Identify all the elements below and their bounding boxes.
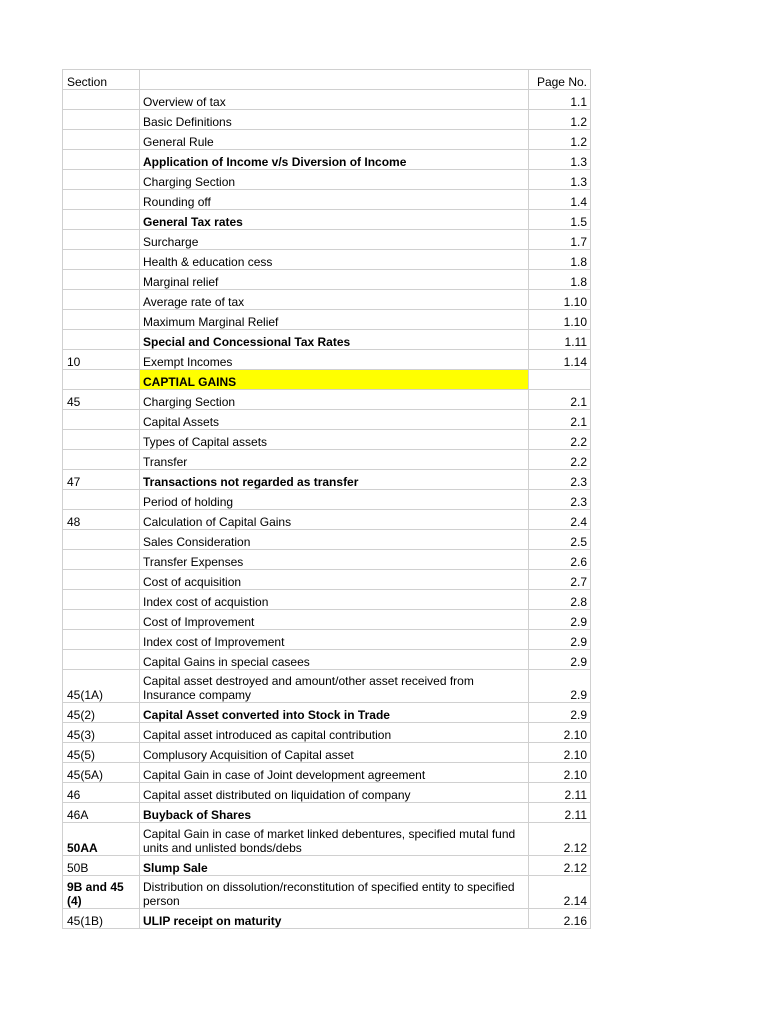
- table-row: [63, 250, 591, 270]
- table-row: [63, 590, 591, 610]
- section-cell: [63, 630, 140, 650]
- page-cell: 2.4: [529, 510, 591, 530]
- section-cell: 9B and 45 (4): [63, 876, 140, 909]
- section-cell: [63, 190, 140, 210]
- section-cell: 45: [63, 390, 140, 410]
- topic-header: [140, 70, 529, 90]
- page-cell: 1.7: [529, 230, 591, 250]
- contents-table: [62, 69, 591, 929]
- topic-cell: Complusory Acquisition of Capital asset: [140, 743, 529, 763]
- page-cell: 2.9: [529, 630, 591, 650]
- header-row: [63, 70, 591, 90]
- section-cell: [63, 230, 140, 250]
- table-row: [63, 90, 591, 110]
- page-cell: 1.4: [529, 190, 591, 210]
- page-cell: 2.3: [529, 470, 591, 490]
- section-cell: [63, 270, 140, 290]
- page-cell: 2.3: [529, 490, 591, 510]
- page-cell: 1.14: [529, 350, 591, 370]
- page-cell: 2.10: [529, 743, 591, 763]
- topic-cell: Cost of acquisition: [140, 570, 529, 590]
- section-cell: [63, 530, 140, 550]
- topic-cell: Maximum Marginal Relief: [140, 310, 529, 330]
- table-row: [63, 330, 591, 350]
- page-cell: 1.8: [529, 250, 591, 270]
- topic-cell: Basic Definitions: [140, 110, 529, 130]
- topic-cell: ULIP receipt on maturity: [140, 909, 529, 929]
- table-row: [63, 150, 591, 170]
- page-cell: 2.11: [529, 803, 591, 823]
- topic-cell: Capital Gain in case of Joint development agreement: [140, 763, 529, 783]
- table-row: [63, 803, 591, 823]
- page-cell: 2.9: [529, 610, 591, 630]
- topic-cell: Capital Asset converted into Stock in Trade: [140, 703, 529, 723]
- topic-cell: Period of holding: [140, 490, 529, 510]
- topic-cell: Rounding off: [140, 190, 529, 210]
- page-cell: 2.1: [529, 390, 591, 410]
- section-cell: [63, 450, 140, 470]
- page-cell: 1.11: [529, 330, 591, 350]
- page-cell: 2.14: [529, 876, 591, 909]
- section-cell: 46: [63, 783, 140, 803]
- section-cell: 48: [63, 510, 140, 530]
- page-cell: 2.12: [529, 856, 591, 876]
- section-cell: [63, 590, 140, 610]
- topic-cell: Capital Gains in special casees: [140, 650, 529, 670]
- page-cell: 1.3: [529, 150, 591, 170]
- table-row: [63, 470, 591, 490]
- topic-cell: Capital asset introduced as capital contribution: [140, 723, 529, 743]
- table-row: [63, 570, 591, 590]
- table-row: [63, 650, 591, 670]
- page-cell: 2.9: [529, 703, 591, 723]
- topic-cell: Slump Sale: [140, 856, 529, 876]
- topic-cell: Index cost of Improvement: [140, 630, 529, 650]
- page-cell: 1.1: [529, 90, 591, 110]
- table-row: [63, 670, 591, 703]
- section-cell: 45(5): [63, 743, 140, 763]
- table-row: [63, 783, 591, 803]
- section-cell: [63, 610, 140, 630]
- section-cell: [63, 290, 140, 310]
- section-cell: [63, 250, 140, 270]
- section-cell: [63, 150, 140, 170]
- topic-cell: Marginal relief: [140, 270, 529, 290]
- page-cell: 1.10: [529, 310, 591, 330]
- section-cell: [63, 170, 140, 190]
- section-cell: [63, 110, 140, 130]
- topic-cell: General Rule: [140, 130, 529, 150]
- section-cell: [63, 130, 140, 150]
- section-cell: [63, 490, 140, 510]
- page-cell: 2.12: [529, 823, 591, 856]
- topic-cell: Calculation of Capital Gains: [140, 510, 529, 530]
- topic-cell: Average rate of tax: [140, 290, 529, 310]
- page-cell: [529, 370, 591, 390]
- topic-cell: Cost of Improvement: [140, 610, 529, 630]
- page-cell: 2.8: [529, 590, 591, 610]
- section-cell: 50AA: [63, 823, 140, 856]
- page-cell: 2.7: [529, 570, 591, 590]
- topic-cell: Exempt Incomes: [140, 350, 529, 370]
- chapter-heading-row: [63, 370, 591, 390]
- topic-cell: Transfer: [140, 450, 529, 470]
- section-cell: [63, 310, 140, 330]
- topic-cell: Special and Concessional Tax Rates: [140, 330, 529, 350]
- topic-cell: Buyback of Shares: [140, 803, 529, 823]
- page-cell: 2.1: [529, 410, 591, 430]
- page-cell: 1.2: [529, 110, 591, 130]
- section-cell: 47: [63, 470, 140, 490]
- table-row: [63, 723, 591, 743]
- table-row: [63, 310, 591, 330]
- page-cell: 1.8: [529, 270, 591, 290]
- page-cell: 2.11: [529, 783, 591, 803]
- table-row: [63, 290, 591, 310]
- table-row: [63, 550, 591, 570]
- table-row: [63, 170, 591, 190]
- topic-cell: Application of Income v/s Diversion of Income: [140, 150, 529, 170]
- topic-cell: Sales Consideration: [140, 530, 529, 550]
- page-cell: 2.10: [529, 723, 591, 743]
- section-cell: 45(1A): [63, 670, 140, 703]
- table-row: [63, 270, 591, 290]
- topic-cell: Capital asset distributed on liquidation of company: [140, 783, 529, 803]
- page-cell: 1.10: [529, 290, 591, 310]
- table-row: [63, 703, 591, 723]
- topic-cell: Types of Capital assets: [140, 430, 529, 450]
- table-row: [63, 856, 591, 876]
- page-cell: 1.5: [529, 210, 591, 230]
- topic-cell: Distribution on dissolution/reconstitution of specified entity to specified person: [140, 876, 529, 909]
- table-row: [63, 630, 591, 650]
- table-row: [63, 530, 591, 550]
- table-row: [63, 909, 591, 929]
- topic-cell: Transactions not regarded as transfer: [140, 470, 529, 490]
- section-cell: [63, 90, 140, 110]
- section-cell: 45(5A): [63, 763, 140, 783]
- page-cell: 2.9: [529, 650, 591, 670]
- table-row: [63, 876, 591, 909]
- topic-cell: Capital Gain in case of market linked debentures, specified mutal fund units and unlisted bonds/debs: [140, 823, 529, 856]
- table-row: [63, 130, 591, 150]
- table-row: [63, 490, 591, 510]
- page-cell: 1.3: [529, 170, 591, 190]
- table-row: [63, 430, 591, 450]
- table-row: [63, 410, 591, 430]
- page-header: Page No.: [529, 70, 591, 90]
- page-cell: 2.2: [529, 450, 591, 470]
- topic-cell: Health & education cess: [140, 250, 529, 270]
- table-row: [63, 510, 591, 530]
- topic-cell: Charging Section: [140, 390, 529, 410]
- section-cell: [63, 210, 140, 230]
- topic-cell: Capital Assets: [140, 410, 529, 430]
- table-row: [63, 190, 591, 210]
- section-cell: [63, 650, 140, 670]
- section-cell: [63, 430, 140, 450]
- section-cell: [63, 410, 140, 430]
- topic-cell: Index cost of acquistion: [140, 590, 529, 610]
- chapter-heading: CAPTIAL GAINS: [140, 370, 529, 390]
- page-cell: 1.2: [529, 130, 591, 150]
- page-cell: 2.9: [529, 670, 591, 703]
- topic-cell: Overview of tax: [140, 90, 529, 110]
- page-cell: 2.16: [529, 909, 591, 929]
- section-cell: [63, 570, 140, 590]
- table-row: [63, 230, 591, 250]
- section-cell: [63, 330, 140, 350]
- table-row: [63, 210, 591, 230]
- page-cell: 2.6: [529, 550, 591, 570]
- section-header: Section: [63, 70, 140, 90]
- topic-cell: Surcharge: [140, 230, 529, 250]
- section-cell: 45(2): [63, 703, 140, 723]
- section-cell: 45(1B): [63, 909, 140, 929]
- section-cell: 45(3): [63, 723, 140, 743]
- topic-cell: Capital asset destroyed and amount/other asset received from Insurance compamy: [140, 670, 529, 703]
- topic-cell: Charging Section: [140, 170, 529, 190]
- table-row: [63, 743, 591, 763]
- page-cell: 2.5: [529, 530, 591, 550]
- table-row: [63, 350, 591, 370]
- table-row: [63, 763, 591, 783]
- page-cell: 2.2: [529, 430, 591, 450]
- section-cell: 46A: [63, 803, 140, 823]
- table-row: [63, 823, 591, 856]
- page-cell: 2.10: [529, 763, 591, 783]
- section-cell: 50B: [63, 856, 140, 876]
- table-row: [63, 110, 591, 130]
- table-row: [63, 610, 591, 630]
- table-row: [63, 450, 591, 470]
- topic-cell: Transfer Expenses: [140, 550, 529, 570]
- section-cell: [63, 550, 140, 570]
- section-cell: 10: [63, 350, 140, 370]
- table-row: [63, 390, 591, 410]
- topic-cell: General Tax rates: [140, 210, 529, 230]
- section-cell: [63, 370, 140, 390]
